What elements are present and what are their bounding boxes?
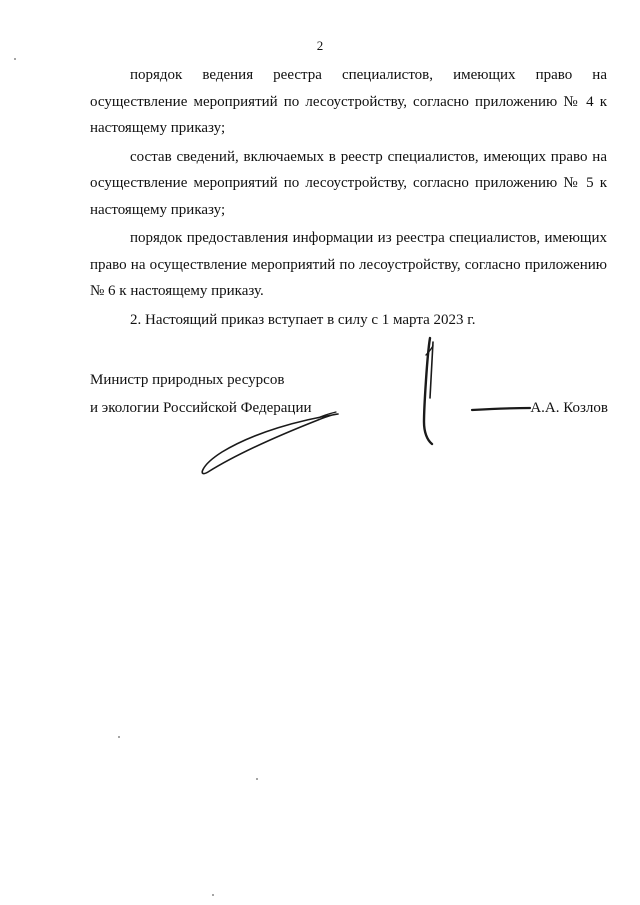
scan-speck [212, 894, 214, 896]
signatory-name: А.А. Козлов [530, 400, 608, 416]
paragraph-registry-contents: состав сведений, включаемых в реестр специалистов, имеющих право на осуществление мероприятий по лесоустройству, согласно приложению № 5 к настоящему приказу; [90, 148, 607, 218]
document-body [90, 62, 607, 333]
scan-speck [256, 778, 258, 780]
signatory-title-line-2: и экологии Российской Федерации [90, 400, 312, 416]
signatory-title-line-1: Министр природных ресурсов [90, 372, 285, 388]
paragraph-information-procedure: порядок предоставления информации из реестра специалистов, имеющих право на осуществление мероприятий по лесоустройству, согласно приложению № 6 к настоящему приказу. [90, 230, 607, 299]
scan-speck [14, 58, 16, 60]
paragraph-registry-procedure: порядок ведения реестра специалистов, имеющих право на осуществление мероприятий по лесоустройству, согласно приложению № 4 к настоящему приказу; [90, 67, 607, 136]
paragraph-effective-date: 2. Настоящий приказ вступает в силу с 1 марта 2023 г. [130, 311, 476, 328]
page-number: 2 [316, 38, 324, 53]
signature-block [90, 372, 610, 492]
scan-speck [118, 736, 120, 738]
